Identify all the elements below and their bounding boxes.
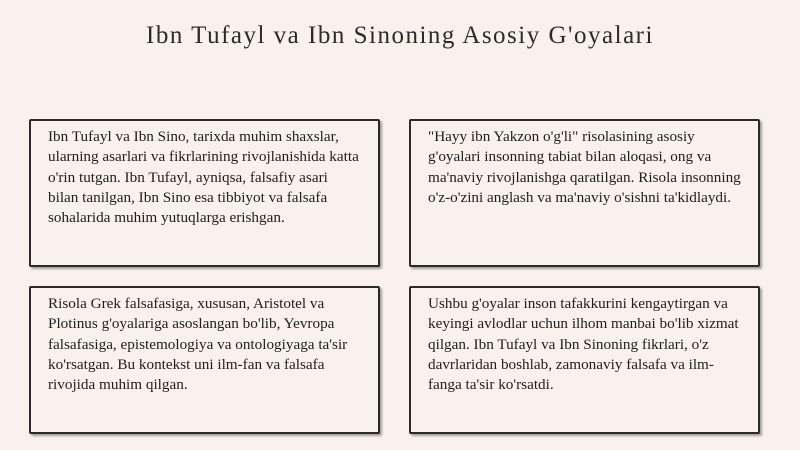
page-title: Ibn Tufayl va Ibn Sinoning Asosiy G'oyalari — [146, 22, 654, 49]
card-text: Ibn Tufayl va Ibn Sino, tarixda muhim shaxslar, ularning asarlari va fikrlarining rivojlanishida katta o'rin tutgan. Ibn Tufayl, ayniqsa, falsafiy asari bilan tanilgan, Ibn Sino esa tibbiyot va falsafa sohalarida muhim yutuqlarga erishgan. — [48, 128, 359, 227]
card-text: Ushbu g'oyalar inson tafakkurini kengaytirgan va keyingi avlodlar uchun ilhom manbai bo'lib xizmat qilgan. Ibn Tufayl va Ibn Sinoning fikrlari, o'z davrlaridan boshlab, zamonaviy falsafa va ilm-fanga ta'sir ko'rsatdi. — [428, 295, 739, 394]
text-card — [409, 286, 760, 434]
text-card — [29, 119, 380, 267]
card-text: Risola Grek falsafasiga, xususan, Aristotel va Plotinus g'oyalariga asoslangan bo'lib, Yevropa falsafasiga, epistemologiya va ontologiyaga ta'sir ko'rsatgan. Bu kontekst uni ilm-fan va falsafa rivojida muhim qilgan. — [48, 295, 348, 394]
card-text: "Hayy ibn Yakzon o'g'li" risolasining asosiy g'oyalari insonning tabiat bilan aloqasi, ong va ma'naviy rivojlanishga qaratilgan. Risola insonning o'z-o'zini anglash va ma'naviy o'sishni ta'kidlaydi. — [428, 128, 741, 206]
text-card — [409, 119, 760, 267]
text-card — [29, 286, 380, 434]
